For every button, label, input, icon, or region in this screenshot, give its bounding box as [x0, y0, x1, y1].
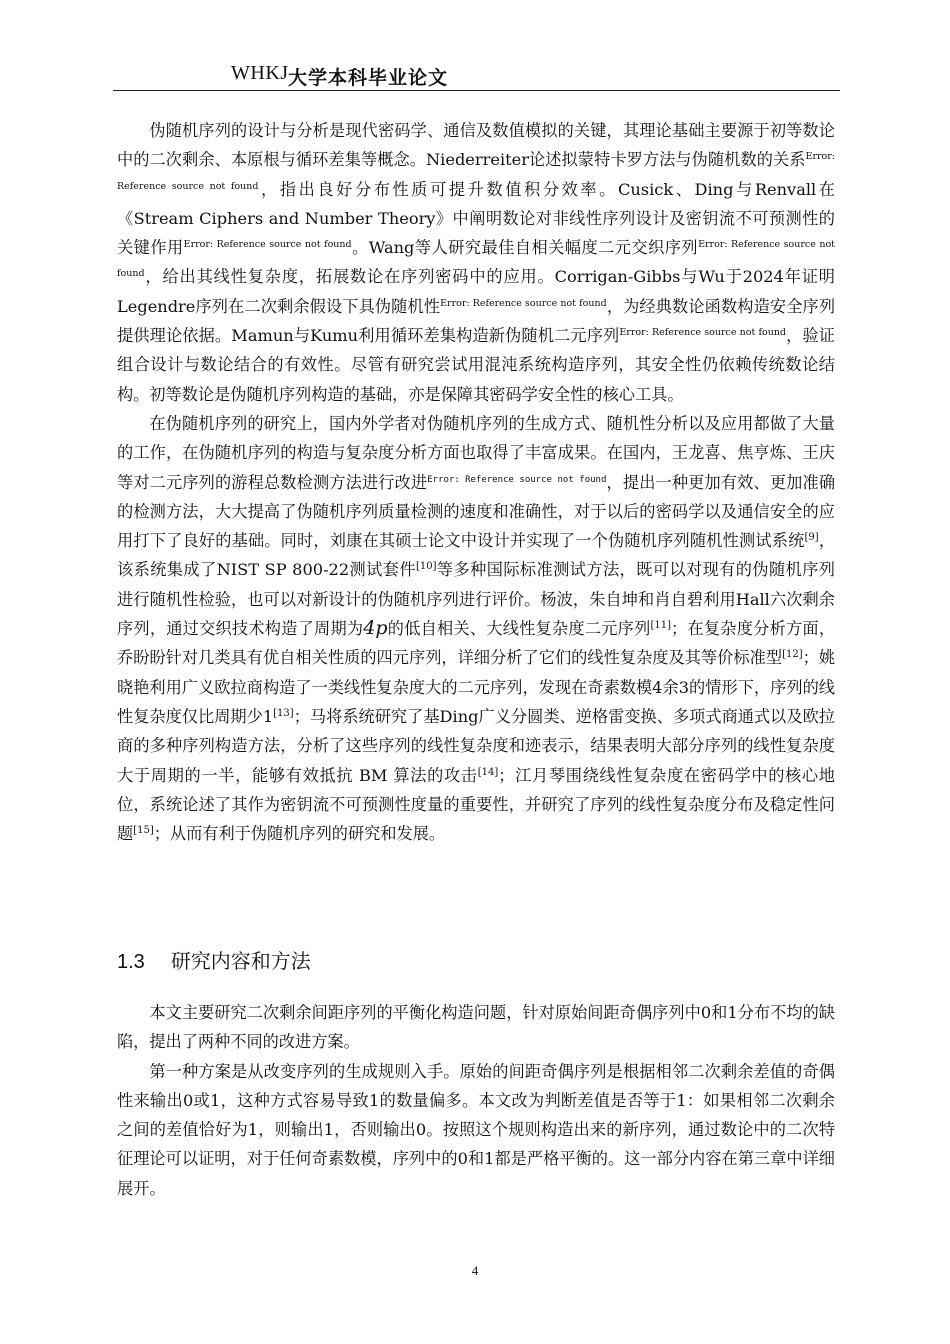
citation: [9] — [804, 532, 819, 544]
header-title: 大学本科毕业论文 — [288, 67, 449, 89]
reference-error: Reference source not found — [465, 474, 607, 485]
text-run: ；从而有利于伪随机序列的研究和发展。 — [153, 824, 446, 844]
reference-error: Error: Reference source not found — [619, 327, 787, 339]
text-run: 。Wang等人研究最佳自相关幅度二元交织序列 — [351, 238, 699, 258]
text-run: 在伪随机序列的研究上，国内外学者对伪随机序列的生成方式、随机性分析以及应用都做了大量的工作，在伪随机序列的构造与复杂度分析方面也取得了丰富成果。在国内，王龙喜、焦亨炼、王庆等对二元序列的游程总数检测方法进行改进 — [117, 413, 835, 492]
citation: [14] — [477, 766, 499, 778]
math-expression: 4p — [363, 617, 388, 640]
reference-error: Error: Reference source not found — [183, 239, 352, 251]
paragraph-3: 本文主要研究二次剩余间距序列的平衡化构造问题，针对原始间距奇偶序列中0和1分布不均的缺陷，提出了两种不同的改进方案。 — [117, 1003, 835, 1052]
text-run: ，提出一种更加有效、更加准确的检测方法，大大提高了伪随机序列质量检测的速度和准确性，对于以后的密码学以及通信安全的应用打下了良好的基础。同时，刘康在其硕士论文中设计并实现了一个伪随机序列随机性测试系统 — [117, 472, 836, 551]
body-text-upper — [117, 116, 835, 848]
text-run: ，给出其线性复杂度，拓展数论在序列密码中的应用。Corrigan-Gibbs与Wu于2024年证明Legendre序列在二次剩余假设下具伪随机性 — [117, 267, 835, 316]
section-heading — [117, 945, 311, 974]
header-code: WHKJ — [231, 62, 289, 84]
paragraph-1 — [117, 116, 835, 409]
text-run: ，该系统集成了NIST SP 800-22测试套件 — [117, 531, 836, 580]
text-run: 伪随机序列的设计与分析是现代密码学、通信及数值模拟的关键，其理论基础主要源于初等数论中的二次剩余、本原根与循环差集等概念。Niederreiter论述拟蒙特卡罗方法与伪随机数的关系 — [117, 121, 835, 170]
citation: [11] — [650, 620, 672, 632]
citation: [15] — [133, 825, 154, 837]
body-text-lower — [117, 998, 835, 1203]
reference-error: Error: Reference source not found — [440, 297, 607, 309]
page-header — [113, 58, 840, 91]
reference-error: Error: Reference source not found — [117, 151, 835, 192]
text-run: ，指出良好分布性质可提升数值积分效率。Cusick、Ding与Renvall在《Stream Ciphers and Number Theory》中阐明数论对非线性序列设计及密钥流不可预测性的关键作用 — [117, 179, 835, 258]
paragraph-4: 第一种方案是从改变序列的生成规则入手。原始的间距奇偶序列是根据相邻二次剩余差值的奇偶性来输出0或1，这种方式容易导致1的数量偏多。本文改为判断差值是否等于1：如果相邻二次剩余之间的差值恰好为1，则输出1，否则输出0。按照这个规则构造出来的新序列，通过数论中的二次特征理论可以证明，对于任何奇素数模，序列中的0和1都是严格平衡的。这一部分内容在第三章中详细展开。 — [117, 1061, 835, 1198]
text-run: 的低自相关、大线性复杂度二元序列 — [387, 619, 651, 639]
page-number: 4 — [471, 1263, 479, 1278]
reference-error: Error: Reference source not found — [117, 239, 835, 280]
text-run: 等多种国际标准测试方法，既可以对现有的伪随机序列进行随机性检验，也可以对新设计的伪随机序列进行评价。杨波，朱自坤和肖自碧利用Hall六次剩余序列，通过交织技术构造了周期为 — [117, 560, 835, 639]
citation: [12] — [782, 649, 803, 661]
citation: [10] — [415, 561, 437, 573]
text-run: ；姚晓艳利用广义欧拉商构造了一类线性复杂度大的二元序列，发现在奇素数模4余3的情形下，序列的线性复杂度仅比周期少1 — [117, 648, 836, 726]
text-run: ；马将系统研究了基Ding广义分圆类、逆格雷变换、多项式商通式以及欧拉商的多种序列构造方法，分析了这些序列的线性复杂度和迹表示，结果表明大部分序列的线性复杂度大于周期的一半，能够有效抵抗 BM 算法的攻击 — [117, 706, 835, 785]
text-run: ；在复杂度分析方面，乔盼盼针对几类具有优自相关性质的四元序列，详细分析了它们的线性复杂度及其等价标准型 — [117, 619, 836, 668]
paragraph-2 — [117, 409, 835, 848]
reference-error: Error: — [427, 474, 460, 485]
text-run: ，为经典数论函数构造安全序列提供理论依据。Mamun与Kumu利用循环差集构造新伪随机二元序列 — [117, 296, 836, 346]
text-run: ；江月琴围绕线性复杂度在密码学中的核心地位，系统论述了其作为密钥流不可预测性度量的重要性，并研究了序列的线性复杂度分布及稳定性问题 — [117, 765, 835, 844]
section-number: 1.3 — [117, 951, 145, 973]
section-title: 研究内容和方法 — [170, 949, 311, 973]
text-run: ，验证组合设计与数论结合的有效性。尽管有研究尝试用混沌系统构造序列，其安全性仍依赖传统数论结构。初等数论是伪随机序列构造的基础，亦是保障其密码学安全性的核心工具。 — [117, 326, 835, 404]
citation: [13] — [273, 707, 294, 719]
